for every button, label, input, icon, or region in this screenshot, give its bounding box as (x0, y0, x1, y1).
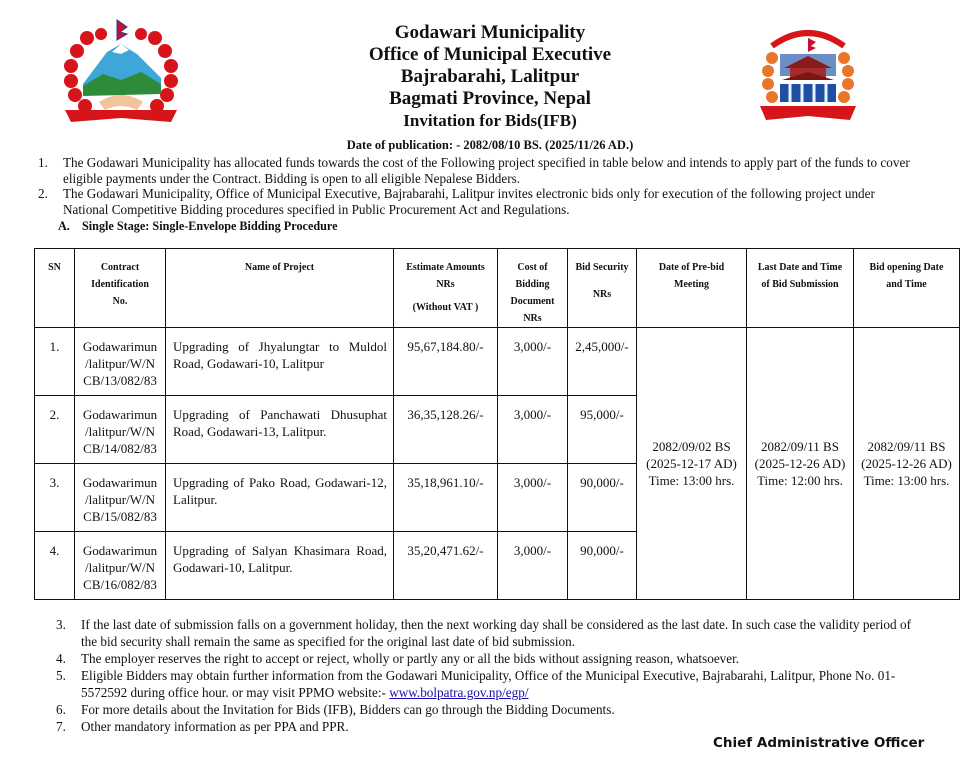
estimate-amount: 95,67,184.80/- (394, 328, 498, 396)
signature-title: Chief Administrative Officer (713, 735, 925, 751)
document-cost: 3,000/- (498, 396, 568, 464)
office-name: Office of Municipal Executive (368, 44, 612, 65)
note-number: 5. (56, 668, 66, 683)
table-header-row (35, 249, 960, 328)
note-text: For more details about the Invitation for Bids (IFB), Bidders can go through the Bidding Documents. (81, 702, 615, 717)
note-number: 7. (56, 719, 66, 734)
header-sn: SN (35, 249, 75, 328)
note-text: Other mandatory information as per PPA and PPR. (81, 719, 349, 734)
ribbon-banner (760, 106, 856, 120)
paragraph-text: The Godawari Municipality, Office of Municipal Executive, Bajrabarahi, Lalitpur invites electronic bids only for execution of the following project under National Competitive Bidding procedures specified in Public Procurement Act and Regulations. (63, 186, 875, 217)
document-cost: 3,000/- (498, 328, 568, 396)
header-contract-id: Contract Identification No. (75, 249, 166, 328)
project-name: Upgrading of Panchawati Dhusuphat Road, Godawari-13, Lalitpur. (166, 396, 394, 464)
estimate-amount: 35,18,961.10/- (394, 464, 498, 532)
handshake-icon (99, 95, 143, 110)
note-number: 3. (56, 617, 66, 632)
ribbon-banner (65, 110, 177, 122)
row-sn: 1. (35, 328, 75, 396)
nepal-flag-icon (117, 20, 127, 40)
paragraph-number: 1. (38, 155, 48, 170)
header-estimate-amount: Estimate Amounts NRs (Without VAT ) (394, 249, 498, 328)
note-item (56, 616, 911, 650)
contract-id: Godawarimun /lalitpur/W/N CB/14/082/83 (75, 396, 166, 464)
document-cost: 3,000/- (498, 532, 568, 600)
prebid-meeting-date: 2082/09/02 BS (2025-12-17 AD) Time: 13:00 hrs. (637, 328, 747, 600)
document-header (300, 22, 680, 131)
contract-id: Godawarimun /lalitpur/W/N CB/13/082/83 (75, 328, 166, 396)
header-prebid-meeting: Date of Pre-bid Meeting (637, 249, 747, 328)
municipality-name: Godawari Municipality (394, 22, 586, 43)
note-item (56, 718, 911, 735)
bids-table (34, 248, 960, 600)
paragraph-2 (38, 186, 888, 218)
project-name: Upgrading of Jhyalungtar to Muldol Road, Godawari-10, Lalitpur (166, 328, 394, 396)
bid-security: 2,45,000/- (568, 328, 637, 396)
note-number: 6. (56, 702, 66, 717)
paragraph-text: The Godawari Municipality has allocated funds towards the cost of the Following project specified in table below and intends to apply part of the funds to cover eligible payments under the Contract. Bidding is open to all eligible Nepalese Bidders. (63, 155, 910, 186)
note-item (56, 667, 911, 701)
header-project-name: Name of Project (166, 249, 394, 328)
header-bid-opening: Bid opening Date and Time (854, 249, 960, 328)
nepal-emblem-logo (57, 18, 185, 128)
document-title: Invitation for Bids(IFB) (403, 111, 577, 130)
bid-security: 95,000/- (568, 396, 637, 464)
note-text: If the last date of submission falls on a government holiday, then the next working day shall be considered as the last date. In such case the validity period of the bid security shall remain the same as specified for the original last date of bid submission. (81, 617, 911, 649)
note-item (56, 650, 911, 667)
paragraph-number: 2. (38, 186, 48, 201)
bid-security: 90,000/- (568, 464, 637, 532)
estimate-amount: 35,20,471.62/- (394, 532, 498, 600)
subheading-text: Single Stage: Single-Envelope Bidding Procedure (82, 219, 338, 233)
province: Bagmati Province, Nepal (389, 88, 591, 109)
bid-opening-date: 2082/09/11 BS (2025-12-26 AD) Time: 13:00 hrs. (854, 328, 960, 600)
note-text: Eligible Bidders may obtain further information from the Godawari Municipality, Office of the Municipal Executive, Bajrabarahi, Lalitpur, Phone No. 01-5572592 during office hour. or may visit PPMO website:- www.bolpatra.gov.np/egp/ (81, 668, 896, 700)
row-sn: 3. (35, 464, 75, 532)
note-text: The employer reserves the right to accept or reject, wholly or partly any or all the bids without assigning reason, whatsoever. (81, 651, 740, 666)
note-item (56, 701, 911, 718)
row-sn: 2. (35, 396, 75, 464)
paragraph-1 (38, 155, 918, 187)
office-address: Bajrabarahi, Lalitpur (400, 66, 580, 87)
header-last-submission: Last Date and Time of Bid Submission (747, 249, 854, 328)
contract-id: Godawarimun /lalitpur/W/N CB/15/082/83 (75, 464, 166, 532)
bid-security: 90,000/- (568, 532, 637, 600)
project-name: Upgrading of Salyan Khasimara Road, Godawari-10, Lalitpur. (166, 532, 394, 600)
header-cost-of-document: Cost of Bidding Document NRs (498, 249, 568, 328)
project-name: Upgrading of Pako Road, Godawari-12, Lalitpur. (166, 464, 394, 532)
subheading-letter: A. (58, 219, 70, 233)
notes-list (56, 616, 911, 735)
ppmo-website-link[interactable]: www.bolpatra.gov.np/egp/ (389, 685, 529, 700)
note-number: 4. (56, 651, 66, 666)
estimate-amount: 36,35,128.26/- (394, 396, 498, 464)
publication-date: Date of publication: - 2082/08/10 BS. (2025/11/26 AD.) (346, 138, 634, 152)
procedure-subheading (58, 219, 338, 234)
last-submission-date: 2082/09/11 BS (2025-12-26 AD) Time: 12:00 hrs. (747, 328, 854, 600)
document-cost: 3,000/- (498, 464, 568, 532)
godawari-municipality-logo (750, 18, 866, 128)
contract-id: Godawarimun /lalitpur/W/N CB/16/082/83 (75, 532, 166, 600)
header-bid-security: Bid Security NRs (568, 249, 637, 328)
waterfall-icon (780, 84, 836, 102)
row-sn: 4. (35, 532, 75, 600)
nepal-flag-icon (808, 38, 816, 52)
table-row (35, 328, 960, 396)
